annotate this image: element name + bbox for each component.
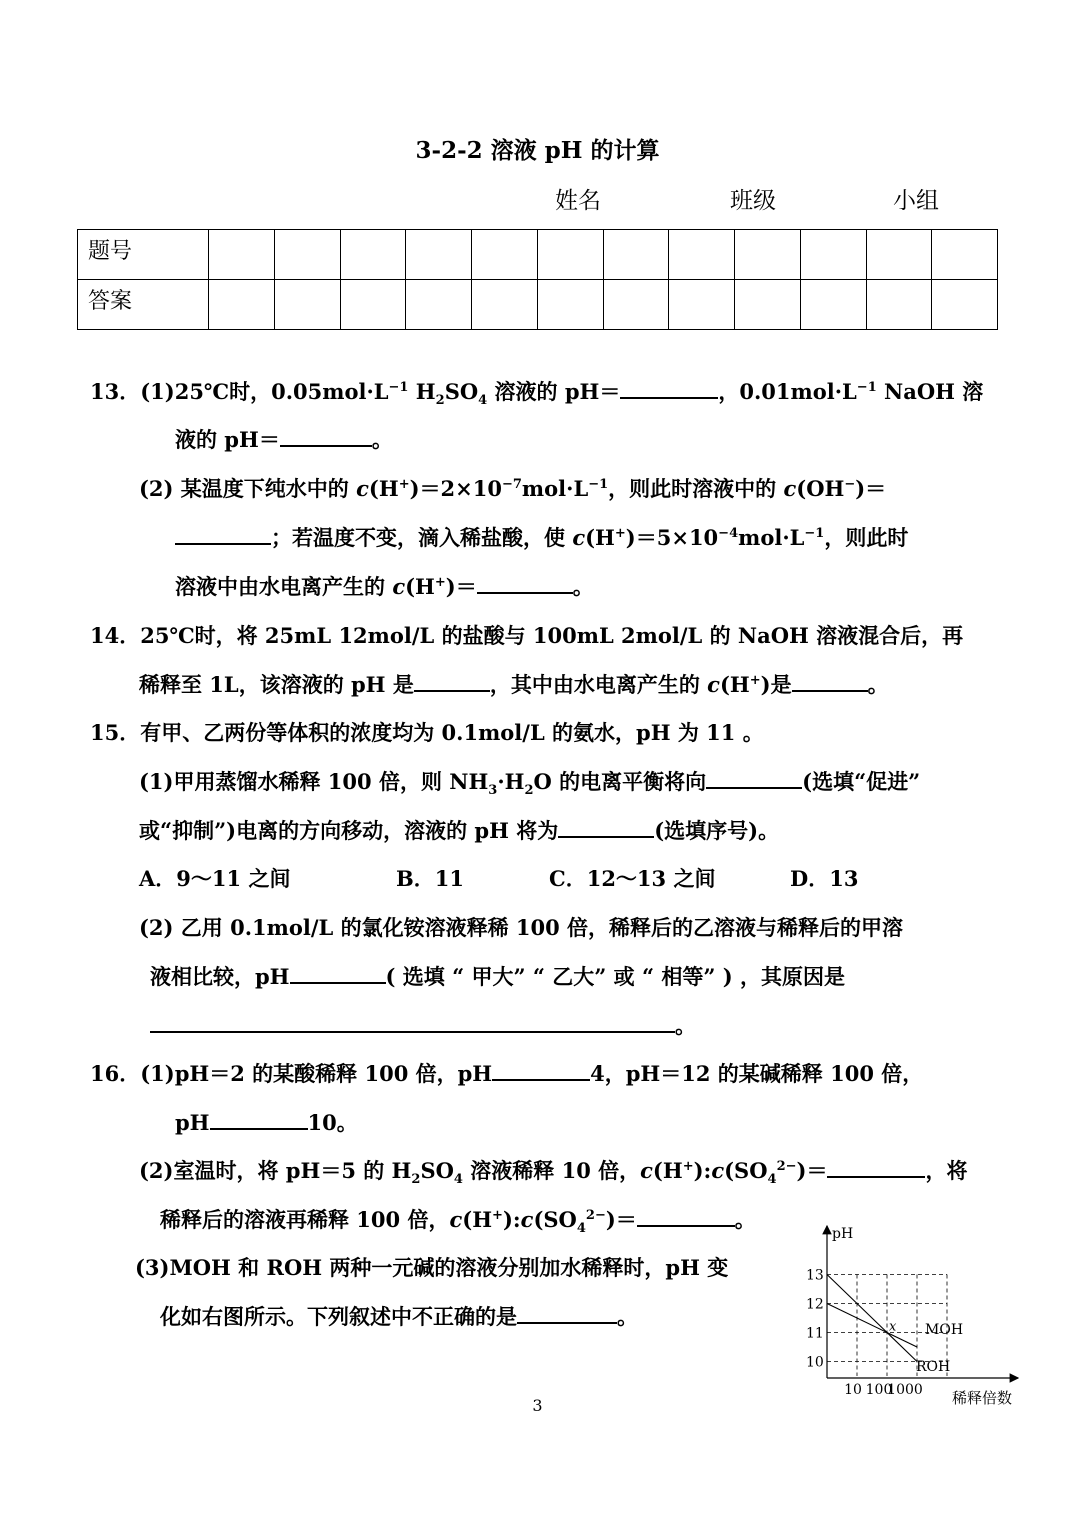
x-tick-label: 1000: [887, 1382, 923, 1398]
answer-cell[interactable]: [209, 280, 275, 330]
y-tick-label: 11: [806, 1325, 824, 1342]
option-d[interactable]: D．13: [790, 866, 859, 891]
answer-cell[interactable]: [669, 280, 735, 330]
intersection-label: x: [889, 1319, 897, 1335]
answer-blank[interactable]: [477, 571, 573, 594]
answer-cell[interactable]: [866, 280, 932, 330]
series-label-moh: MOH: [925, 1322, 964, 1338]
answer-blank[interactable]: [637, 1204, 735, 1227]
answer-cell[interactable]: [472, 230, 538, 280]
q15-line7: 。: [150, 1010, 696, 1040]
y-axis-label: pH: [832, 1226, 854, 1242]
group-label: 小组: [893, 188, 939, 214]
ph-dilution-chart: [790, 1218, 1035, 1408]
answer-cell[interactable]: [932, 230, 998, 280]
series-label-roh: ROH: [916, 1359, 951, 1375]
x-tick-label: 10: [844, 1382, 862, 1398]
answer-cell[interactable]: [932, 280, 998, 330]
answer-label: 答案: [78, 280, 209, 330]
option-a[interactable]: A．9～11 之间: [139, 866, 291, 891]
q14-line1: 14．25℃时，将 25mL 12mol/L 的盐酸与 100mL 2mol/L 的 NaOH 溶液混合后，再: [90, 623, 964, 648]
answer-blank[interactable]: [558, 815, 654, 838]
answer-cell[interactable]: [340, 280, 406, 330]
q16-line4: 稀释后的溶液再稀释 100 倍，$c(H^+):c(SO_4^{2-})=$ 。: [160, 1204, 756, 1236]
q13-line4: ；若温度不变，滴入稀盐酸，使 $c(H^+)=5\times 10^{-4}mol\cdot L^{-1}$，则此时: [175, 522, 908, 552]
answer-blank[interactable]: [290, 961, 386, 984]
q13-line2: 液的 pH＝ 。: [175, 424, 393, 454]
answer-cell[interactable]: [209, 230, 275, 280]
page-title: 3-2-2 溶液 pH 的计算: [415, 137, 660, 164]
question-number-label: 题号: [78, 230, 209, 280]
answer-cell[interactable]: [340, 230, 406, 280]
series-line-moh: [827, 1304, 917, 1348]
answer-blank[interactable]: [517, 1301, 617, 1324]
answer-cell[interactable]: [800, 230, 866, 280]
answer-cell[interactable]: [866, 230, 932, 280]
answer-cell[interactable]: [800, 280, 866, 330]
answer-cell[interactable]: [537, 230, 603, 280]
name-label: 姓名: [555, 188, 601, 214]
answer-cell[interactable]: [603, 230, 669, 280]
q13-line1: 13．(1)25℃时，$0.05mol\cdot L^{-1}$ $H_2SO_4$ 溶液的 pH＝ ，$0.01mol\cdot L^{-1}$ NaOH 溶: [90, 376, 983, 408]
answer-cell[interactable]: [735, 280, 801, 330]
x-tick-label: 100: [865, 1382, 893, 1398]
answer-blank[interactable]: [492, 1058, 590, 1081]
answer-blank[interactable]: [706, 766, 802, 789]
y-tick-label: 10: [806, 1354, 824, 1371]
q16-line2: pH 10。: [175, 1107, 358, 1137]
x-axis-label: 稀释倍数: [952, 1389, 1013, 1407]
answer-table: [77, 229, 998, 330]
q13-line3: (2) 某温度下纯水中的 $c(H^+)=2\times 10^{-7}mol\cdot L^{-1}$，则此时溶液中的 c(OH−)＝: [139, 476, 887, 501]
q16-line6: 化如右图所示。下列叙述中不正确的是 。: [160, 1301, 638, 1331]
q15-line6: 液相比较，pH ( 选填 “ 甲大” “ 乙大” 或 “ 相等” ) ，其原因是: [150, 961, 845, 991]
class-label: 班级: [730, 188, 776, 214]
series-line-roh: [827, 1275, 917, 1362]
q16-line1: 16．(1)pH＝2 的某酸稀释 100 倍，pH 4，pH＝12 的某碱稀释 100 倍，: [90, 1058, 923, 1088]
q15-line2: (1)甲用蒸馏水稀释 100 倍，则 $NH_3\cdot H_2O$ 的电离平衡将向 (选填“促进”: [139, 766, 920, 798]
q14-line2: 稀释至 1L，该溶液的 pH 是 ，其中由水电离产生的 c(H+)是 。: [139, 669, 889, 699]
answer-cell[interactable]: [669, 230, 735, 280]
q15-line5: (2) 乙用 0.1mol/L 的氯化铵溶液释稀 100 倍，稀释后的乙溶液与稀释后的甲溶: [139, 915, 904, 940]
answer-cell[interactable]: [406, 280, 472, 330]
q16-line3: (2)室温时，将 pH＝5 的 $H_2SO_4$ 溶液稀释 10 倍，$c(H^+):c(SO_4^{2-})=$ ，将: [139, 1155, 967, 1187]
q15-line3: 或“抑制”)电离的方向移动，溶液的 pH 将为 (选填序号)。: [139, 815, 779, 845]
answer-blank[interactable]: [827, 1155, 925, 1178]
answer-cell[interactable]: [406, 230, 472, 280]
answer-blank[interactable]: [175, 522, 271, 545]
answer-blank[interactable]: [792, 669, 868, 692]
answer-cell[interactable]: [274, 280, 340, 330]
page-number: 3: [532, 1396, 543, 1415]
q15-line1: 15．有甲、乙两份等体积的浓度均为 0.1mol/L 的氨水，pH 为 11 。: [90, 720, 764, 745]
answer-cell[interactable]: [537, 280, 603, 330]
y-tick-label: 12: [806, 1296, 824, 1313]
answer-cell[interactable]: [603, 280, 669, 330]
answer-blank[interactable]: [414, 669, 490, 692]
q13-line5: 溶液中由水电离产生的 c(H+)＝ 。: [175, 571, 594, 601]
answer-cell[interactable]: [472, 280, 538, 330]
answer-blank[interactable]: [280, 424, 372, 447]
option-b[interactable]: B．11: [396, 866, 464, 891]
option-c[interactable]: C．12～13 之间: [549, 866, 716, 891]
answer-blank[interactable]: [210, 1107, 308, 1130]
y-tick-label: 13: [806, 1267, 824, 1284]
answer-blank[interactable]: [620, 376, 718, 399]
answer-blank[interactable]: [150, 1010, 675, 1033]
answer-cell[interactable]: [274, 230, 340, 280]
answer-cell[interactable]: [735, 230, 801, 280]
q16-line5: (3)MOH 和 ROH 两种一元碱的溶液分别加水稀释时，pH 变: [135, 1255, 729, 1280]
